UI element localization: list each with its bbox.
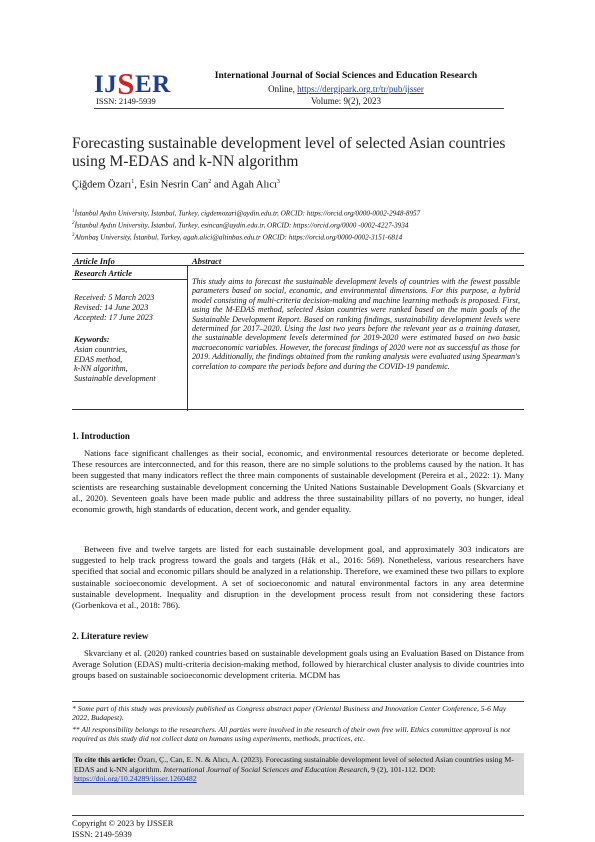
journal-volume: Volume: 9(2), 2023 [310,96,382,106]
header-issn: ISSN: 2149-5939 [96,96,156,106]
paper-title: Forecasting sustainable development level of selected Asian countries using M-EDAS and k-NN algorithm [72,135,506,170]
journal-logo: IJSER [94,66,171,101]
intro-heading: 1. Introduction [72,431,130,441]
keywords-list: Asian countries, EDAS method, k-NN algorithm, Sustainable development [74,345,156,383]
author-list: Çiğdem Özarı$^1$, Esin Nesrin Can$^2$ and Agah Alıcı$^3$ [72,179,280,191]
journal-name: International Journal of Social Sciences and Education Research [214,71,478,81]
article-dates: Received: 5 March 2023 Revised: 14 June 2023 Accepted: 17 June 2023 [74,293,155,322]
article-info-column [72,266,188,411]
affiliation-3: $^3$Altınbaş University, İstanbul, Turkey, agah.alici@altinbas.edu.tr ORCID: https://orcid.org/0000-0002-3151-6814 [72,232,403,242]
footnote-1: * Some part of this study was previously published as Congress abstract paper (Oriental Business and Innovation Center Conference, 5-6 May 2022, Budapest). [72,704,507,723]
article-type: Research Article [72,268,188,280]
footer-issn: ISSN: 2149-5939 [72,828,132,839]
journal-url-link[interactable]: https://dergipark.org.tr/tr/pub/ijsser [297,84,424,94]
abstract-label: Abstract [192,256,222,266]
affiliation-2: $^2$İstanbul Aydın University, İstanbul, Turkey, esincan@aydin.edu.tr, ORCID: https://orcid.org/0000 -0002-4227-3934 [72,220,409,230]
footnote-2: ** All responsibility belongs to the researchers. All parties were involved in the research of their own free will. Ethics committee approval is not required as this study did not collect data on humans using experiments, methods, practices, etc. [72,725,511,744]
footnote-divider [72,701,524,702]
affiliation-1: $^1$İstanbul Aydın University, İstanbul, Turkey, cigdemozari@aydin.edu.tr, ORCID: https://orcid.org/0000-0002-2948-8957 [72,209,421,218]
journal-online: Online, https://dergipark.org.tr/tr/pub/ijsser [268,84,424,94]
footer [72,818,173,839]
article-info-box [72,253,524,410]
header-divider [94,108,504,109]
literature-heading: 2. Literature review [72,631,149,641]
intro-paragraph-1: Nations face significant challenges as their social, economic, and environmental resources deteriorate or become depleted. These resources are interconnected, and for this reason, there are no simple solutions to the problems caused by the nation. It has been suggested that many indicators reflect the three main components of sustainable development (Pereira et al., 2022: 1). Many scientists are researching sustainable development concerning the United Nations Sustainable Development Goals (Skvarciany et al., 2020). Seventeen goals have been made public and address the three sustainability pillars of no poverty, no hunger, ideal economic growth, high standards of education, decent work, and gender equality. [72,448,524,515]
keywords-label: Keywords: [74,335,110,344]
literature-paragraph-1: Skvarciany et al. (2020) ranked countries based on sustainable development goals using an Evaluation Based on Distance from Average Solution (EDAS) multi-criteria decision-making method, followed by hierarchical cluster analysis to divide countries into groups based on sustainable socioeconomic development criteria. MCDM has [72,648,524,681]
abstract-text: This study aims to forecast the sustainable development levels of countries with the fewest possible parameters based on social, economic, and environmental dimensions. For this purpose, a hybrid model consisting of multi-criteria decision-making and machine learning methods is proposed. First, using the M-EDAS method, selected Asian countries were ranked based on the main goals of the Sustainable Development Report. Based on ranking findings, sustainability development levels were determined for 2017–2020. Using the last two years before the relevant year as a training dataset, the sustainable development levels determined for 2019-2020 were estimated based on two basic macroeconomic variables. However, the forecast findings of 2020 were not as successful as those for 2019. Additionally, the findings obtained from the ranking analysis were evaluated using Spearman's correlation to compare the periods before and during the COVID-19 pandemic. [192,277,520,371]
affiliations [72,207,532,243]
citation-box: To cite this article: Özarı, Ç., Can, E. N. & Alıcı, A. (2023). Forecasting sustainable development level of selected Asian countries using M-EDAS and k-NN algorithm. International Journal of Social Sciences and Education Research, 9 (2), 101-112. DOI: https://doi.org/10.24289/ijsser.1260482 [72,753,524,795]
copyright: Copyright © 2023 by IJSSER [72,818,174,828]
intro-paragraph-2: Between five and twelve targets are listed for each sustainable development goal, and approximately 303 indicators are suggested to help track progress toward the goals and targets (Hák et al., 2016: 569). Nonetheless, various researchers have specified that social and economic pillars should be analyzed in a relationship. Therefore, we examined these two pillars to explore sustainable socioeconomic development. A set of socioeconomic and natural environmental factors in any area determine sustainable development. Inequality and disruption in the development process result from not considering these factors (Gorbenkova et al., 2018: 786). [72,544,524,611]
article-info-label: Article Info [74,256,115,266]
article-info-header [72,254,524,266]
doi-link[interactable]: https://doi.org/10.24289/ijsser.1260482 [74,774,197,784]
footer-divider [72,815,524,816]
